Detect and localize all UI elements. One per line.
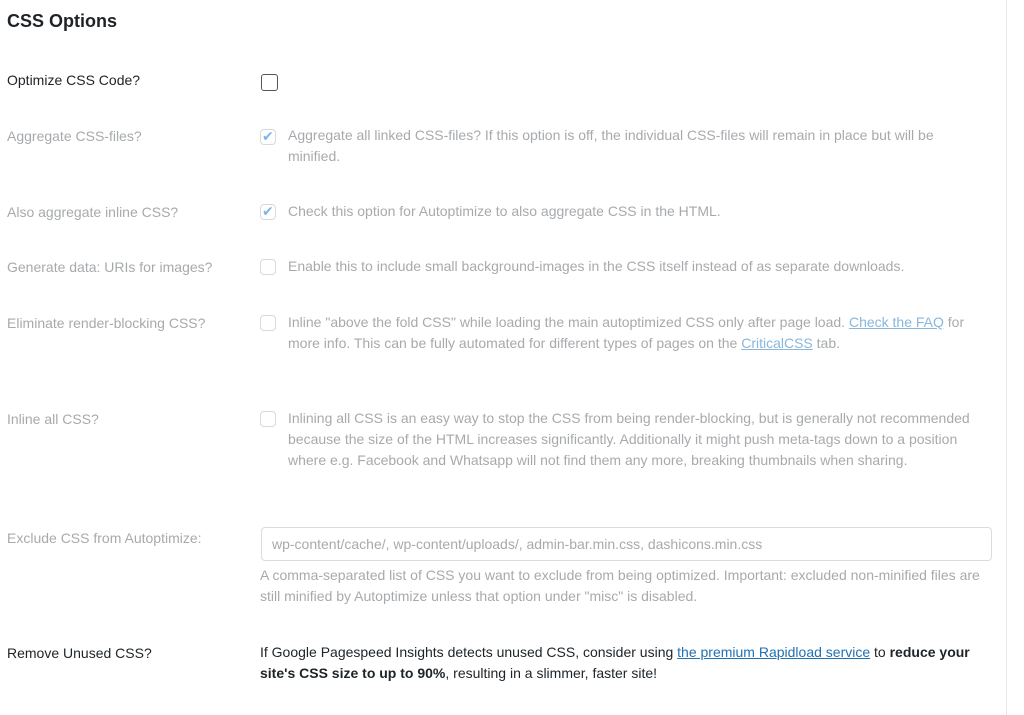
optimize-css-checkbox[interactable] <box>261 74 278 91</box>
remove-unused-description <box>260 642 1000 684</box>
render-blocking-text-1: Inline "above the fold CSS" while loading the main autoptimized CSS only after page load. <box>288 314 846 330</box>
aggregate-css-description: Aggregate all linked CSS-files? If this option is off, the individual CSS-files will remain in place but will be minified. <box>288 127 934 164</box>
remove-unused-label: Remove Unused CSS? <box>7 645 152 661</box>
inline-all-label: Inline all CSS? <box>7 411 99 427</box>
scrollbar-track[interactable] <box>1007 0 1024 715</box>
inline-all-description: Inlining all CSS is an easy way to stop the CSS from being render-blocking, but is generally not recommended because the size of the HTML increases significantly. Additionally it might push meta-tags down to a position where e.g. Facebook and Whatsapp will not find them any more, breaking thumbnails when sharing. <box>288 410 970 468</box>
remove-unused-bold: reduce your site's CSS size to up to 90% <box>260 644 970 681</box>
section-title: CSS Options <box>7 11 118 31</box>
inline-all-checkbox[interactable] <box>260 411 276 427</box>
data-uris-description: Enable this to include small background-images in the CSS itself instead of as separate downloads. <box>288 258 905 274</box>
render-blocking-text-2: for more info. This can be fully automated for different types of pages on the <box>288 314 965 351</box>
data-uris-label: Generate data: URIs for images? <box>7 259 213 275</box>
exclude-css-input[interactable] <box>261 527 992 561</box>
inline-css-description: Check this option for Autoptimize to also aggregate CSS in the HTML. <box>288 203 721 219</box>
aggregate-css-checkbox[interactable] <box>260 129 276 145</box>
remove-unused-text-2: to <box>874 644 886 660</box>
check-faq-link[interactable]: Check the FAQ <box>848 314 944 330</box>
inline-css-label: Also aggregate inline CSS? <box>7 204 179 220</box>
check-icon: ✔ <box>262 128 274 144</box>
criticalcss-link[interactable]: CriticalCSS <box>741 335 813 351</box>
render-blocking-checkbox[interactable] <box>260 315 276 331</box>
exclude-css-value: wp-content/cache/, wp-content/uploads/, admin-bar.min.css, dashicons.min.css <box>272 536 763 552</box>
remove-unused-text-1: If Google Pagespeed Insights detects unused CSS, consider using <box>260 644 674 660</box>
remove-unused-text-3: , resulting in a slimmer, faster site! <box>445 665 658 681</box>
aggregate-css-label: Aggregate CSS-files? <box>7 128 142 144</box>
render-blocking-description <box>288 312 988 354</box>
check-icon: ✔ <box>262 203 274 219</box>
rapidload-link[interactable]: the premium Rapidload service <box>677 644 871 660</box>
exclude-css-label: Exclude CSS from Autoptimize: <box>7 530 202 546</box>
exclude-css-help: A comma-separated list of CSS you want to exclude from being optimized. Important: excluded non-minified files are still minified by Autoptimize unless that option under "misc" is disabled. <box>260 567 980 604</box>
optimize-css-label: Optimize CSS Code? <box>7 72 141 88</box>
render-blocking-label: Eliminate render-blocking CSS? <box>7 315 206 331</box>
data-uris-checkbox[interactable] <box>260 259 276 275</box>
inline-css-checkbox[interactable] <box>260 204 276 220</box>
render-blocking-text-3: tab. <box>816 335 841 351</box>
